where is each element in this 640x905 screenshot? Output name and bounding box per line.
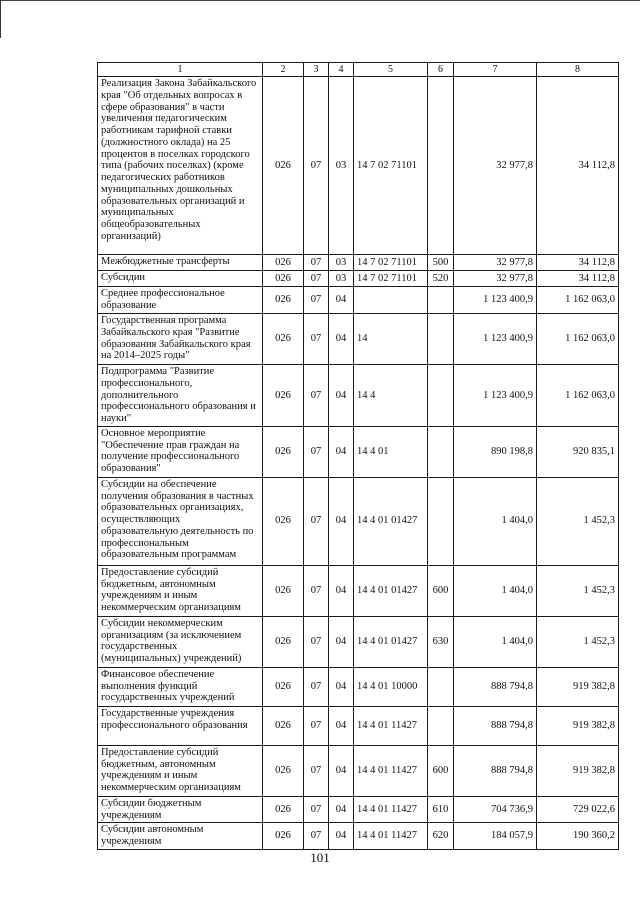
cell-csr: 14 4 01 11427 <box>354 745 428 796</box>
cell-rz: 07 <box>304 314 329 365</box>
header-cell: 5 <box>354 63 428 77</box>
cell-pr: 04 <box>329 314 354 365</box>
cell-csr: 14 7 02 71101 <box>354 77 428 255</box>
cell-csr: 14 4 01 01427 <box>354 565 428 616</box>
cell-csr: 14 <box>354 314 428 365</box>
cell-name: Субсидии на обеспечение получения образования в частных образовательных организациях, осуществляющих образовательную деятельность по профессиональным образовательным программам <box>98 477 263 565</box>
cell-rz: 07 <box>304 823 329 850</box>
cell-csr: 14 4 01 11427 <box>354 823 428 850</box>
cell-vr <box>428 477 454 565</box>
cell-y1: 704 736,9 <box>454 796 537 823</box>
cell-y2: 1 162 063,0 <box>537 287 619 314</box>
table-row <box>98 314 619 365</box>
cell-csr <box>354 287 428 314</box>
cell-vr <box>428 426 454 477</box>
cell-y1: 888 794,8 <box>454 706 537 745</box>
cell-name: Субсидии бюджетным учреждениям <box>98 796 263 823</box>
cell-name: Реализация Закона Забайкальского края "Об отдельных вопросах в сфере образования" в части увеличения педагогическим работникам тарифной ставки (должностного оклада) на 25 процентов в поселках городского типа (рабочих поселках) (кроме педагогических работников муниципальных дошкольных образовательных организаций и муниципальных общеобразовательных организаций) <box>98 77 263 255</box>
cell-csr: 14 7 02 71101 <box>354 271 428 287</box>
budget-table <box>97 62 619 850</box>
cell-y2: 919 382,8 <box>537 706 619 745</box>
cell-csr: 14 4 01 10000 <box>354 667 428 706</box>
cell-rz: 07 <box>304 796 329 823</box>
cell-pr: 03 <box>329 271 354 287</box>
cell-name: Предоставление субсидий бюджетным, автономным учреждениям и иным некоммерческим организациям <box>98 745 263 796</box>
table-row <box>98 823 619 850</box>
cell-pr: 04 <box>329 706 354 745</box>
cell-name: Государственные учреждения профессионального образования <box>98 706 263 745</box>
cell-y1: 1 123 400,9 <box>454 314 537 365</box>
cell-vr: 500 <box>428 255 454 271</box>
scan-top-edge <box>0 0 640 39</box>
cell-y2: 34 112,8 <box>537 77 619 255</box>
cell-vr <box>428 77 454 255</box>
table-row <box>98 255 619 271</box>
cell-pr: 04 <box>329 823 354 850</box>
cell-pr: 04 <box>329 477 354 565</box>
cell-y1: 184 057,9 <box>454 823 537 850</box>
cell-y2: 1 162 063,0 <box>537 365 619 427</box>
scan-left-edge <box>0 0 5 38</box>
cell-ved: 026 <box>263 287 304 314</box>
cell-vr: 610 <box>428 796 454 823</box>
cell-ved: 026 <box>263 745 304 796</box>
cell-vr <box>428 706 454 745</box>
cell-name: Межбюджетные трансферты <box>98 255 263 271</box>
cell-rz: 07 <box>304 616 329 667</box>
page-number: 101 <box>310 850 330 865</box>
cell-pr: 04 <box>329 745 354 796</box>
cell-y1: 32 977,8 <box>454 271 537 287</box>
cell-y2: 34 112,8 <box>537 255 619 271</box>
cell-y2: 920 835,1 <box>537 426 619 477</box>
cell-rz: 07 <box>304 477 329 565</box>
cell-rz: 07 <box>304 565 329 616</box>
cell-rz: 07 <box>304 77 329 255</box>
cell-csr: 14 4 <box>354 365 428 427</box>
cell-ved: 026 <box>263 616 304 667</box>
cell-vr <box>428 314 454 365</box>
cell-ved: 026 <box>263 796 304 823</box>
cell-y2: 1 162 063,0 <box>537 314 619 365</box>
table-row <box>98 271 619 287</box>
cell-ved: 026 <box>263 667 304 706</box>
cell-vr <box>428 667 454 706</box>
cell-y1: 888 794,8 <box>454 667 537 706</box>
cell-y1: 1 404,0 <box>454 477 537 565</box>
cell-vr: 620 <box>428 823 454 850</box>
cell-csr: 14 4 01 01427 <box>354 616 428 667</box>
cell-pr: 03 <box>329 255 354 271</box>
cell-vr: 630 <box>428 616 454 667</box>
cell-y1: 1 123 400,9 <box>454 287 537 314</box>
cell-rz: 07 <box>304 255 329 271</box>
table-row <box>98 616 619 667</box>
cell-rz: 07 <box>304 706 329 745</box>
cell-vr: 600 <box>428 565 454 616</box>
cell-y1: 32 977,8 <box>454 255 537 271</box>
cell-csr: 14 4 01 <box>354 426 428 477</box>
cell-pr: 04 <box>329 365 354 427</box>
cell-ved: 026 <box>263 365 304 427</box>
cell-ved: 026 <box>263 426 304 477</box>
cell-csr: 14 4 01 01427 <box>354 477 428 565</box>
cell-y1: 32 977,8 <box>454 77 537 255</box>
cell-name: Основное мероприятие "Обеспечение прав граждан на получение профессионального образования" <box>98 426 263 477</box>
cell-pr: 04 <box>329 426 354 477</box>
cell-name: Финансовое обеспечение выполнения функций государственных учреждений <box>98 667 263 706</box>
cell-vr: 520 <box>428 271 454 287</box>
cell-y2: 919 382,8 <box>537 745 619 796</box>
table-row <box>98 287 619 314</box>
cell-y2: 1 452,3 <box>537 477 619 565</box>
cell-pr: 04 <box>329 667 354 706</box>
cell-ved: 026 <box>263 706 304 745</box>
table-row <box>98 477 619 565</box>
table-row <box>98 706 619 745</box>
cell-name: Предоставление субсидий бюджетным, автономным учреждениям и иным некоммерческим организациям <box>98 565 263 616</box>
header-cell: 3 <box>304 63 329 77</box>
cell-y2: 919 382,8 <box>537 667 619 706</box>
cell-ved: 026 <box>263 255 304 271</box>
cell-name: Субсидии автономным учреждениям <box>98 823 263 850</box>
cell-name: Среднее профессиональное образование <box>98 287 263 314</box>
cell-ved: 026 <box>263 565 304 616</box>
cell-rz: 07 <box>304 287 329 314</box>
cell-vr <box>428 365 454 427</box>
cell-ved: 026 <box>263 314 304 365</box>
table-row <box>98 77 619 255</box>
table-header-row <box>98 63 619 77</box>
table-body <box>98 77 619 850</box>
table-row <box>98 796 619 823</box>
cell-pr: 03 <box>329 77 354 255</box>
cell-name: Субсидии <box>98 271 263 287</box>
cell-rz: 07 <box>304 271 329 287</box>
cell-vr: 600 <box>428 745 454 796</box>
cell-ved: 026 <box>263 77 304 255</box>
cell-name: Подпрограмма "Развитие профессионального, дополнительного профессионального образования и науки" <box>98 365 263 427</box>
header-cell: 1 <box>98 63 263 77</box>
cell-y1: 1 404,0 <box>454 616 537 667</box>
cell-y2: 34 112,8 <box>537 271 619 287</box>
cell-rz: 07 <box>304 745 329 796</box>
cell-csr: 14 4 01 11427 <box>354 706 428 745</box>
table-row <box>98 365 619 427</box>
cell-name: Субсидии некоммерческим организациям (за исключением государственных (муниципальных) учреждений) <box>98 616 263 667</box>
cell-y2: 1 452,3 <box>537 616 619 667</box>
cell-pr: 04 <box>329 616 354 667</box>
table-row <box>98 426 619 477</box>
cell-csr: 14 4 01 11427 <box>354 796 428 823</box>
cell-ved: 026 <box>263 823 304 850</box>
cell-pr: 04 <box>329 565 354 616</box>
cell-rz: 07 <box>304 365 329 427</box>
cell-y1: 1 123 400,9 <box>454 365 537 427</box>
cell-y2: 729 022,6 <box>537 796 619 823</box>
cell-csr: 14 7 02 71101 <box>354 255 428 271</box>
header-cell: 4 <box>329 63 354 77</box>
header-cell: 7 <box>454 63 537 77</box>
cell-y1: 888 794,8 <box>454 745 537 796</box>
header-cell: 8 <box>537 63 619 77</box>
cell-pr: 04 <box>329 287 354 314</box>
cell-pr: 04 <box>329 796 354 823</box>
table-row <box>98 565 619 616</box>
cell-ved: 026 <box>263 271 304 287</box>
header-cell: 2 <box>263 63 304 77</box>
cell-y1: 1 404,0 <box>454 565 537 616</box>
header-cell: 6 <box>428 63 454 77</box>
cell-vr <box>428 287 454 314</box>
cell-name: Государственная программа Забайкальского края "Развитие образования Забайкальского края на 2014–2025 годы" <box>98 314 263 365</box>
table-row <box>98 745 619 796</box>
table-row <box>98 667 619 706</box>
cell-ved: 026 <box>263 477 304 565</box>
cell-y1: 890 198,8 <box>454 426 537 477</box>
cell-rz: 07 <box>304 667 329 706</box>
cell-rz: 07 <box>304 426 329 477</box>
cell-y2: 190 360,2 <box>537 823 619 850</box>
cell-y2: 1 452,3 <box>537 565 619 616</box>
